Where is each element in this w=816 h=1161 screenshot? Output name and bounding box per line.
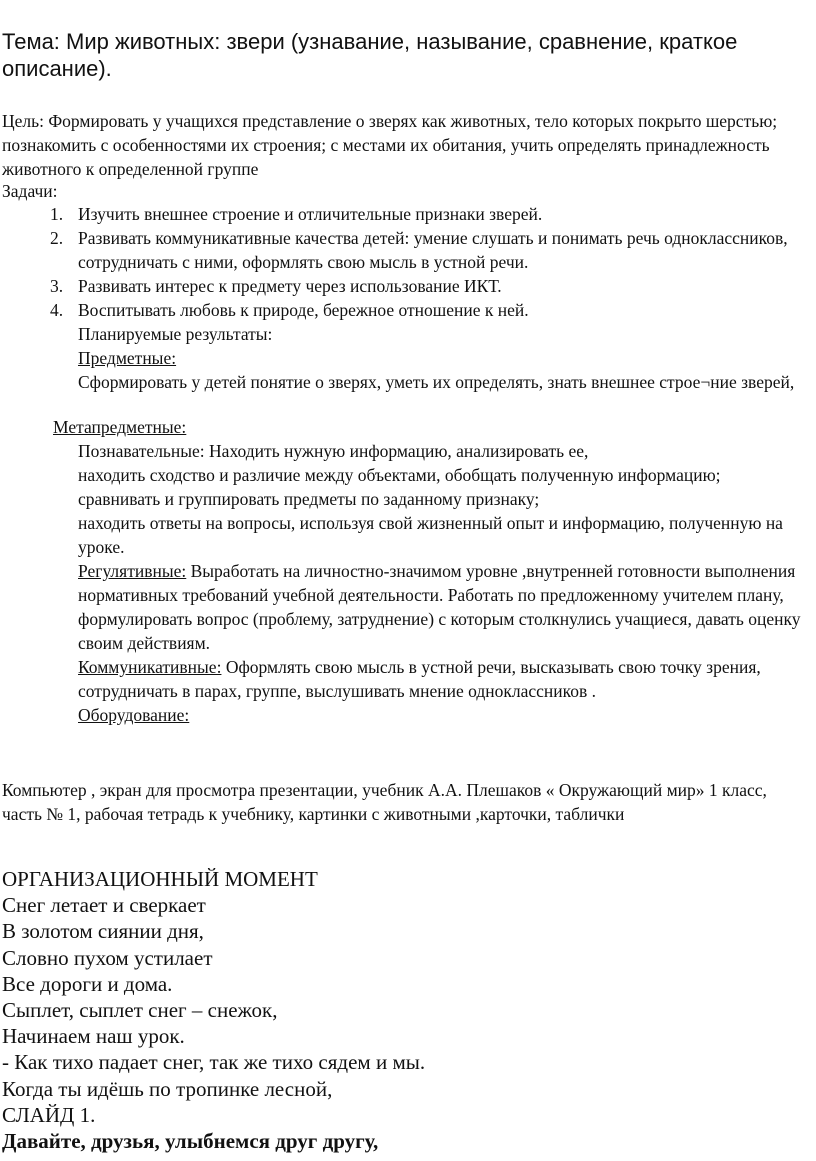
list-item-text: Изучить внешнее строение и отличительные признаки зверей.: [78, 204, 543, 224]
list-item-number: 1.: [50, 204, 64, 224]
cognitive-line: находить ответы на вопросы, используя свой жизненный опыт и информацию, полученную на уроке.: [78, 513, 783, 557]
regulatory-label: Регулятивные:: [78, 561, 187, 581]
planned-results: [78, 322, 808, 394]
metasubject-section: [78, 439, 813, 727]
slide-marker: СЛАЙД 1.: [2, 1102, 96, 1127]
poem-line: Сыплет, сыплет снег – снежок,: [2, 998, 278, 1023]
cognitive-line: Познавательные: Находить нужную информацию, анализировать ее,: [78, 441, 589, 461]
equipment-paragraph: Компьютер , экран для просмотра презентации, учебник А.А. Плешаков « Окружающий мир» 1 класс, часть № 1, рабочая тетрадь к учебнику, картинки с животными ,карточки, таблички: [2, 780, 767, 824]
list-item-number: 3.: [50, 276, 64, 296]
list-item: [48, 274, 808, 298]
poem-line: Словно пухом устилает: [2, 945, 213, 970]
regulatory-paragraph: [78, 559, 813, 607]
poem-line: Начинаем наш урок.: [2, 1024, 185, 1049]
communicative-paragraph: [78, 655, 813, 703]
list-item: [48, 226, 808, 274]
regulatory-line: формулировать вопрос (проблему, затруднение) с которым столкнулись учащиеся, давать оценку своим действиям.: [78, 609, 801, 653]
section-heading: ОРГАНИЗАЦИОННЫЙ МОМЕНТ: [2, 867, 318, 891]
list-item-text: Воспитывать любовь к природе, бережное отношение к ней.: [78, 300, 529, 320]
tasks-label: Задачи:: [2, 181, 58, 201]
list-item-number: 4.: [50, 300, 64, 320]
cognitive-line: находить сходство и различие между объектами, обобщать полученную информацию;: [78, 465, 721, 485]
page-title: Тема: Мир животных: звери (узнавание, называние, сравнение, краткое описание).: [2, 29, 738, 81]
list-item: [48, 298, 808, 322]
poem-line: Все дороги и дома.: [2, 971, 173, 996]
communicative-label: Коммуникативные:: [78, 657, 222, 677]
poem-bold-line: Давайте, друзья, улыбнемся друг другу,: [2, 1129, 379, 1154]
poem-line: Когда ты идёшь по тропинке лесной,: [2, 1076, 333, 1101]
communicative-text: Оформлять свою мысль в устной речи, высказывать свою точку зрения, сотрудничать в парах, группе, выслушивать мнение одноклассников .: [78, 657, 761, 701]
poem-line: - Как тихо падает снег, так же тихо сядем и мы.: [2, 1050, 426, 1075]
list-item: [48, 202, 808, 226]
list-item-text: Развивать коммуникативные качества детей: умение слушать и понимать речь одноклассников, сотрудничать с ними, оформлять свою мысль в устной речи.: [78, 228, 788, 272]
poem-line: Снег летает и сверкает: [2, 893, 206, 918]
cognitive-line: сравнивать и группировать предметы по заданному признаку;: [78, 489, 540, 509]
list-item-text: Развивать интерес к предмету через использование ИКТ.: [78, 276, 502, 296]
results-heading: Планируемые результаты:: [78, 324, 273, 344]
metasubject-heading: Метапредметные:: [53, 417, 187, 437]
poem-line: В золотом сиянии дня,: [2, 919, 204, 944]
list-item-number: 2.: [50, 228, 64, 248]
equipment-label: Оборудование:: [78, 705, 190, 725]
goal-paragraph: Цель: Формировать у учащихся представление о зверях как животных, тело которых покрыто шерстью; познакомить с особенностями их строения; с местами их обитания, учить определять принадлежность животного к определенной группе: [2, 111, 778, 179]
regulatory-text: Выработать на личностно-значимом уровне ,внутренней готовности выполнения нормативных требований учебной деятельности. Работать по предложенному учителем плану,: [78, 561, 796, 605]
subject-results-label: Предметные:: [78, 348, 177, 368]
poem-section: [2, 866, 802, 1154]
subject-results-text: Сформировать у детей понятие о зверях, уметь их определять, знать внешнее строе¬ние зверей,: [78, 372, 795, 392]
tasks-list: [48, 202, 808, 322]
